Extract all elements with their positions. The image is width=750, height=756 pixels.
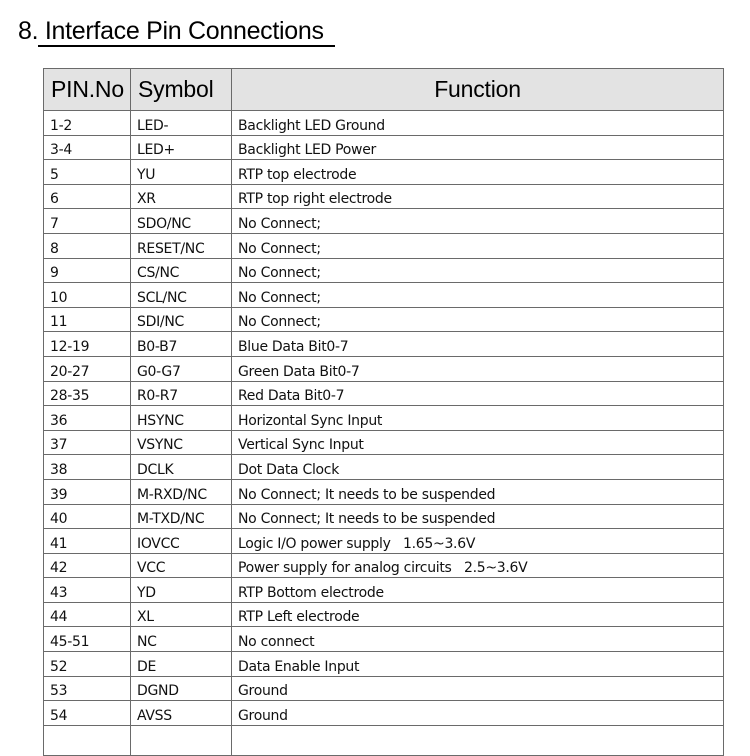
pin-number-cell: 40 (44, 504, 131, 529)
symbol-cell: VCC (131, 553, 232, 578)
table-row (44, 529, 724, 554)
symbol-cell: DGND (131, 676, 232, 701)
symbol-cell: NC (131, 627, 232, 652)
symbol-cell: LED- (131, 111, 232, 136)
symbol-cell: DCLK (131, 455, 232, 480)
table-row (44, 209, 724, 234)
symbol-cell: XL (131, 602, 232, 627)
function-cell: No Connect; (232, 233, 724, 258)
pin-number-cell: 45-51 (44, 627, 131, 652)
pin-number-cell: 28-35 (44, 381, 131, 406)
function-cell: RTP top electrode (232, 160, 724, 185)
table-row (44, 652, 724, 677)
table-row (44, 283, 724, 308)
symbol-cell: LED+ (131, 135, 232, 160)
function-cell: Vertical Sync Input (232, 430, 724, 455)
empty-cell (232, 725, 724, 755)
table-header (44, 69, 724, 111)
pin-number-cell: 54 (44, 701, 131, 726)
pin-number-cell: 11 (44, 307, 131, 332)
table-row (44, 111, 724, 136)
header-pin-no: PIN.No (44, 69, 131, 111)
table-row (44, 479, 724, 504)
pin-number-cell: 3-4 (44, 135, 131, 160)
function-cell: Ground (232, 701, 724, 726)
table-row (44, 455, 724, 480)
symbol-cell: XR (131, 184, 232, 209)
pin-number-cell: 12-19 (44, 332, 131, 357)
function-cell: Logic I/O power supply 1.65~3.6V (232, 529, 724, 554)
function-cell: No Connect; It needs to be suspended (232, 479, 724, 504)
table-body (44, 111, 724, 756)
symbol-cell: SDI/NC (131, 307, 232, 332)
symbol-cell: SDO/NC (131, 209, 232, 234)
table-row (44, 307, 724, 332)
pin-number-cell: 1-2 (44, 111, 131, 136)
table-row (44, 553, 724, 578)
function-cell: No Connect; (232, 307, 724, 332)
table-row (44, 701, 724, 726)
table-row (44, 406, 724, 431)
symbol-cell: IOVCC (131, 529, 232, 554)
pin-number-cell: 6 (44, 184, 131, 209)
function-cell: Green Data Bit0-7 (232, 356, 724, 381)
table-row (44, 160, 724, 185)
table-row (44, 356, 724, 381)
empty-cell (44, 725, 131, 755)
function-cell: Blue Data Bit0-7 (232, 332, 724, 357)
header-symbol: Symbol (131, 69, 232, 111)
header-function: Function (232, 69, 724, 111)
table-row (44, 602, 724, 627)
symbol-cell: VSYNC (131, 430, 232, 455)
pin-number-cell: 36 (44, 406, 131, 431)
function-cell: RTP Bottom electrode (232, 578, 724, 603)
pin-number-cell: 20-27 (44, 356, 131, 381)
table-row (44, 430, 724, 455)
pin-number-cell: 8 (44, 233, 131, 258)
function-cell: Red Data Bit0-7 (232, 381, 724, 406)
function-cell: Backlight LED Ground (232, 111, 724, 136)
symbol-cell: M-RXD/NC (131, 479, 232, 504)
pin-number-cell: 39 (44, 479, 131, 504)
pin-number-cell: 53 (44, 676, 131, 701)
function-cell: Horizontal Sync Input (232, 406, 724, 431)
table-row (44, 233, 724, 258)
symbol-cell: G0-G7 (131, 356, 232, 381)
table-row (44, 381, 724, 406)
pin-number-cell: 44 (44, 602, 131, 627)
symbol-cell: R0-R7 (131, 381, 232, 406)
symbol-cell: YU (131, 160, 232, 185)
symbol-cell: HSYNC (131, 406, 232, 431)
table-row (44, 504, 724, 529)
table-row (44, 332, 724, 357)
function-cell: No connect (232, 627, 724, 652)
symbol-cell: SCL/NC (131, 283, 232, 308)
pin-number-cell: 43 (44, 578, 131, 603)
function-cell: Ground (232, 676, 724, 701)
pin-number-cell: 37 (44, 430, 131, 455)
table-row (44, 258, 724, 283)
function-cell: No Connect; (232, 283, 724, 308)
table-row (44, 184, 724, 209)
pin-number-cell: 7 (44, 209, 131, 234)
table-row (44, 627, 724, 652)
symbol-cell: M-TXD/NC (131, 504, 232, 529)
function-cell: RTP top right electrode (232, 184, 724, 209)
empty-cell (131, 725, 232, 755)
function-cell: Data Enable Input (232, 652, 724, 677)
function-cell: Backlight LED Power (232, 135, 724, 160)
table-row (44, 135, 724, 160)
function-cell: No Connect; It needs to be suspended (232, 504, 724, 529)
symbol-cell: CS/NC (131, 258, 232, 283)
empty-table-row (44, 725, 724, 755)
function-cell: Power supply for analog circuits 2.5~3.6V (232, 553, 724, 578)
function-cell: RTP Left electrode (232, 602, 724, 627)
pin-number-cell: 41 (44, 529, 131, 554)
pin-number-cell: 10 (44, 283, 131, 308)
symbol-cell: YD (131, 578, 232, 603)
pin-number-cell: 42 (44, 553, 131, 578)
pin-number-cell: 38 (44, 455, 131, 480)
pin-number-cell: 5 (44, 160, 131, 185)
function-cell: Dot Data Clock (232, 455, 724, 480)
symbol-cell: DE (131, 652, 232, 677)
title-underline (38, 45, 335, 47)
symbol-cell: B0-B7 (131, 332, 232, 357)
table-row (44, 676, 724, 701)
pin-number-cell: 9 (44, 258, 131, 283)
function-cell: No Connect; (232, 258, 724, 283)
symbol-cell: RESET/NC (131, 233, 232, 258)
symbol-cell: AVSS (131, 701, 232, 726)
table-row (44, 578, 724, 603)
header-row (44, 69, 724, 111)
pin-number-cell: 52 (44, 652, 131, 677)
section-title: 8. Interface Pin Connections (18, 17, 324, 45)
pin-connections-table (43, 68, 724, 756)
function-cell: No Connect; (232, 209, 724, 234)
